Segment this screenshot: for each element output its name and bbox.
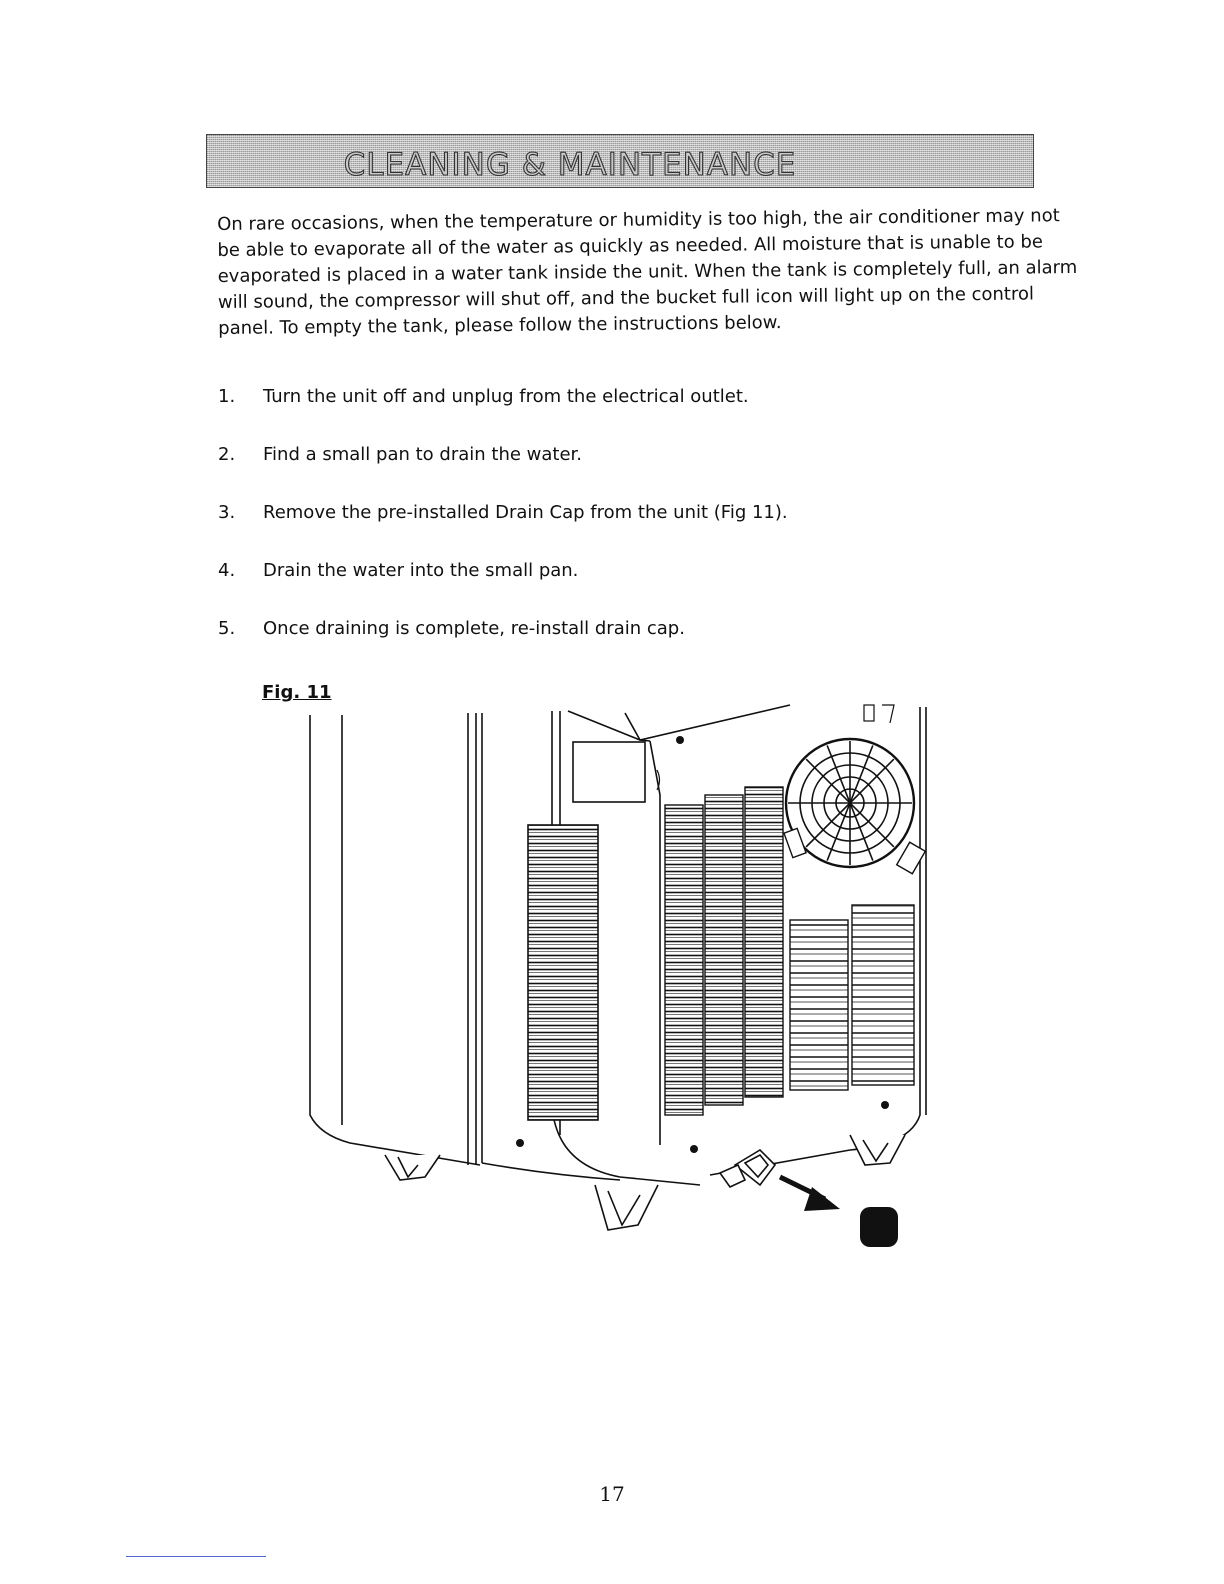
side-vent-grille — [528, 825, 598, 1120]
drain-port — [720, 1150, 775, 1187]
intro-paragraph: On rare occasions, when the temperature or humidity is too high, the air conditioner may not be able to evaporate all of the water as quickly as needed. All moisture that is unable to be evaporated is placed in a water tank inside the unit. When the tank is completely full, an alarm will sound, the compressor will shut off, and the bucket full icon will light up on the control panel. To empty the tank, please follow the instructions below. — [217, 205, 1078, 339]
drain-cap — [860, 1207, 898, 1247]
label-plate — [573, 742, 645, 802]
section-title: CLEANING & MAINTENANCE — [343, 147, 797, 183]
step-number: 5. — [218, 618, 236, 639]
step-text: Find a small pan to drain the water. — [263, 444, 582, 465]
figure-label: Fig. 11 — [262, 682, 332, 703]
step-text: Remove the pre-installed Drain Cap from the unit (Fig 11). — [263, 502, 788, 523]
footer-divider — [126, 1556, 266, 1557]
step-item — [218, 558, 1018, 616]
air-conditioner-illustration — [290, 695, 950, 1265]
step-number: 4. — [218, 560, 236, 581]
drain-arrow — [780, 1177, 840, 1211]
rear-vent-lower — [790, 905, 914, 1090]
step-text: Drain the water into the small pan. — [263, 560, 579, 581]
step-item — [218, 384, 1018, 442]
page-number: 17 — [599, 1482, 625, 1506]
step-item — [218, 616, 1018, 674]
step-item — [218, 442, 1018, 500]
step-number: 3. — [218, 502, 236, 523]
instruction-steps — [218, 384, 1018, 674]
step-text: Once draining is complete, re-install drain cap. — [263, 618, 685, 639]
rear-vent-upper — [665, 787, 783, 1115]
caster-wheels — [385, 1135, 905, 1230]
fan-grille — [782, 705, 925, 874]
step-text: Turn the unit off and unplug from the electrical outlet. — [263, 386, 749, 407]
step-number: 2. — [218, 444, 236, 465]
step-number: 1. — [218, 386, 236, 407]
section-title-banner — [206, 134, 1034, 188]
step-item — [218, 500, 1018, 558]
